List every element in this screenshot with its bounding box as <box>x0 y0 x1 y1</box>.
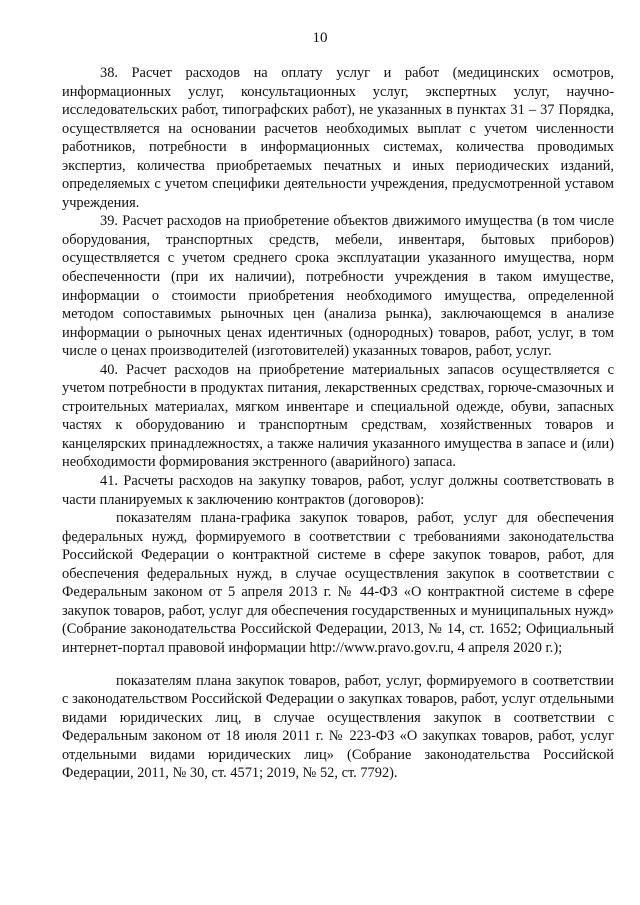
page-number: 10 <box>312 30 328 46</box>
paragraph-41-plan-schedule: показателям плана-графика закупок товаров, работ, услуг для обеспечения федеральных нужд, формируемого в соответствии с требованиями законодательства Российской Федерации о контрактной системе в сфере закупок товаров, работ, для обеспечения федеральных нужд, в случае осуществления закупок в соответствии с Федеральным законом от 5 апреля 2013 г. № 44-ФЗ «О контрактной системе в сфере закупок товаров, работ, услуг для обеспечения государственных и муниципальных нужд» (Собрание законодательства Российской Федерации, 2013, № 14, ст. 1652; Официальный интернет-портал правовой информации http://www.pravo.gov.ru, 4 апреля 2020 г.); <box>62 510 614 656</box>
paragraph-38: 38. Расчет расходов на оплату услуг и работ (медицинских осмотров, информационных услуг, консультационных услуг, экспертных услуг, научно-исследовательских работ, типографских работ), не указанных в пунктах 31 – 37 Порядка, осуществляется на основании расчетов необходимых выплат с учетом численности работников, потребности в информационных системах, количества проводимых экспертиз, количества приобретаемых печатных и иных периодических изданий, определяемых с учетом специфики деятельности учреждения, предусмотренной уставом учреждения. <box>62 65 614 211</box>
paragraph-41-procurement-plan: показателям плана закупок товаров, работ, услуг, формируемого в соответствии с законодательством Российской Федерации о закупках товаров, работ, услуг отдельными видами юридических лиц, в случае осуществления закупок в соответствии с Федеральным законом от 18 июля 2011 г. № 223-ФЗ «О закупках товаров, работ, услуг отдельными видами юридических лиц» (Собрание законодательства Российской Федерации, 2011, № 30, ст. 4571; 2019, № 52, ст. 7792). <box>62 672 614 782</box>
paragraph-40: 40. Расчет расходов на приобретение материальных запасов осуществляется с учетом потребности в продуктах питания, лекарственных средствах, горюче-смазочных и строительных материалах, мягком инвентаре и специальной одежде, обуви, запасных частях к оборудованию и транспортным средствам, хозяйственных товаров и канцелярских принадлежностях, а также наличия указанного имущества в запасе и (или) необходимости формирования экстренного (аварийного) запаса. <box>62 361 614 471</box>
document-body <box>62 64 614 783</box>
paragraph-39: 39. Расчет расходов на приобретение объектов движимого имущества (в том числе оборудования, транспортных средств, мебели, инвентаря, бытовых приборов) осуществляется с учетом среднего срока эксплуатации указанного имущества, норм обеспеченности (при их наличии), потребности учреждения в таком имуществе, информации о стоимости приобретения необходимого имущества, определенной методом сопоставимых рыночных цен (анализа рынка), заключающемся в анализе информации о рыночных ценах идентичных (однородных) товаров, работ, услуг, в том числе о ценах производителей (изготовителей) указанных товаров, работ, услуг. <box>62 213 614 360</box>
paragraph-41: 41. Расчеты расходов на закупку товаров, работ, услуг должны соответствовать в части планируемых к заключению контрактов (договоров): <box>62 473 614 508</box>
